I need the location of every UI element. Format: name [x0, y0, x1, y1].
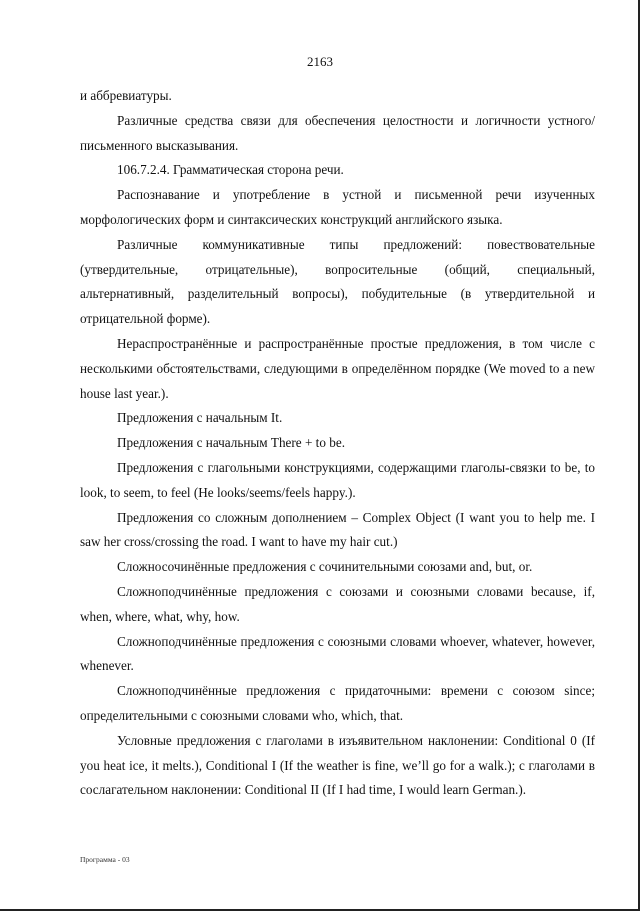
page-number: 2163	[307, 54, 333, 69]
paragraph: Нераспространённые и распространённые простые предложения, в том числе с несколькими обстоятельствами, следующими в определённом порядке (We moved to a new house last year.).	[80, 335, 595, 401]
paragraph: Сложносочинённые предложения с сочинительными союзами and, but, or.	[117, 559, 533, 575]
paragraph-continuation: и аббревиатуры.	[80, 88, 172, 103]
paragraph: Предложения со сложным дополнением – Complex Object (I want you to help me. I saw her cross/crossing the road. I want to have my hair cut.)	[80, 509, 595, 550]
paragraph: Предложения с начальным There + to be.	[117, 435, 345, 451]
paragraph: Сложноподчинённые предложения с союзами и союзными словами because, if, when, where, what, why, how.	[80, 583, 595, 624]
paragraph: Предложения с глагольными конструкциями, содержащими глаголы-связки to be, to look, to seem, to feel (He looks/seems/feels happy.).	[80, 459, 595, 500]
paragraph: Различные средства связи для обеспечения целостности и логичности устного/письменного высказывания.	[80, 112, 595, 153]
paragraph: Предложения с начальным It.	[117, 410, 283, 426]
paragraph: Распознавание и употребление в устной и письменной речи изученных морфологических форм и синтаксических конструкций английского языка.	[80, 187, 595, 227]
paragraph: Различные коммуникативные типы предложений: повествовательные (утвердительные, отрицательные), вопросительные (общий, специальный, альтернативный, разделительный вопросы), побудительные (в утвердительной и отрицательной форме).	[80, 236, 595, 327]
paragraph: Сложноподчинённые предложения с придаточными: времени с союзом since; определительными с союзными словами who, which, that.	[80, 683, 595, 723]
page-content	[80, 84, 595, 803]
paragraph: Условные предложения с глаголами в изъявительном наклонении: Conditional 0 (If you heat ice, it melts.), Conditional I (If the weather is fine, we’ll go for a walk.); с глаголами в сослагательном наклонении: Conditional II (If I had time, I would learn German.).	[80, 732, 595, 798]
section-heading: 106.7.2.4. Грамматическая сторона речи.	[117, 162, 344, 178]
paragraph: Сложноподчинённые предложения с союзными словами whoever, whatever, however, whenever.	[80, 633, 595, 674]
page-footer: Программа - 03	[80, 855, 130, 864]
